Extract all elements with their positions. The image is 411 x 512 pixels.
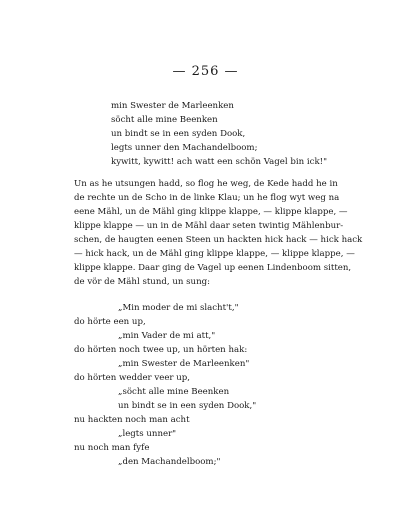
- prose-line: schen, de haugten eenen Steen un hackten hick hack — hick hack: [74, 235, 363, 245]
- narration-line: do hörte een up,: [74, 317, 146, 327]
- verse-line: min Swester de Marleenken: [111, 101, 234, 111]
- prose-line: klippe klappe. Daar ging de Vagel up eenen Lindenboom sitten,: [74, 263, 352, 273]
- narration-line: nu hackten noch man acht: [74, 415, 190, 425]
- prose-line: de rechte un de Scho in de linke Klau; un he flog wyt weg na: [74, 193, 340, 203]
- verse-line: söcht alle mine Beenken: [111, 115, 218, 125]
- verse-line: legts unner den Machandelboom;: [111, 143, 258, 153]
- prose-line: de vör de Mähl stund, un sung:: [74, 277, 211, 287]
- narration-line: do hörten noch twee up, un hörten hak:: [74, 345, 248, 355]
- song-line: „legts unner": [118, 429, 177, 439]
- song-line: „söcht alle mine Beenken: [118, 387, 230, 397]
- song-line: „min Vader de mi att,": [118, 331, 216, 341]
- song-line: un bindt se in een syden Dook,": [118, 401, 257, 411]
- prose-line: Un as he utsungen hadd, so flog he weg, de Kede hadd he in: [74, 179, 338, 189]
- song-line: „den Machandelboom;": [118, 457, 221, 467]
- narration-line: nu noch man fyfe: [74, 443, 150, 453]
- song-line: „min Swester de Marleenken": [118, 359, 250, 369]
- verse-line: kywitt, kywitt! ach watt een schön Vagel bin ick!": [111, 157, 328, 167]
- page-number: — 256 —: [172, 64, 239, 79]
- verse-line: un bindt se in een syden Dook,: [111, 129, 246, 139]
- prose-line: — hick hack, un de Mähl ging klippe klappe, — klippe klappe, —: [74, 249, 355, 259]
- song-line: „Min moder de mi slacht't,": [118, 303, 239, 313]
- prose-line: klippe klappe — un in de Mähl daar seten twintig Mählenbur-: [74, 221, 344, 231]
- narration-line: do hörten wedder veer up,: [74, 373, 191, 383]
- prose-line: eene Mähl, un de Mähl ging klippe klappe, — klippe klappe, —: [74, 207, 348, 217]
